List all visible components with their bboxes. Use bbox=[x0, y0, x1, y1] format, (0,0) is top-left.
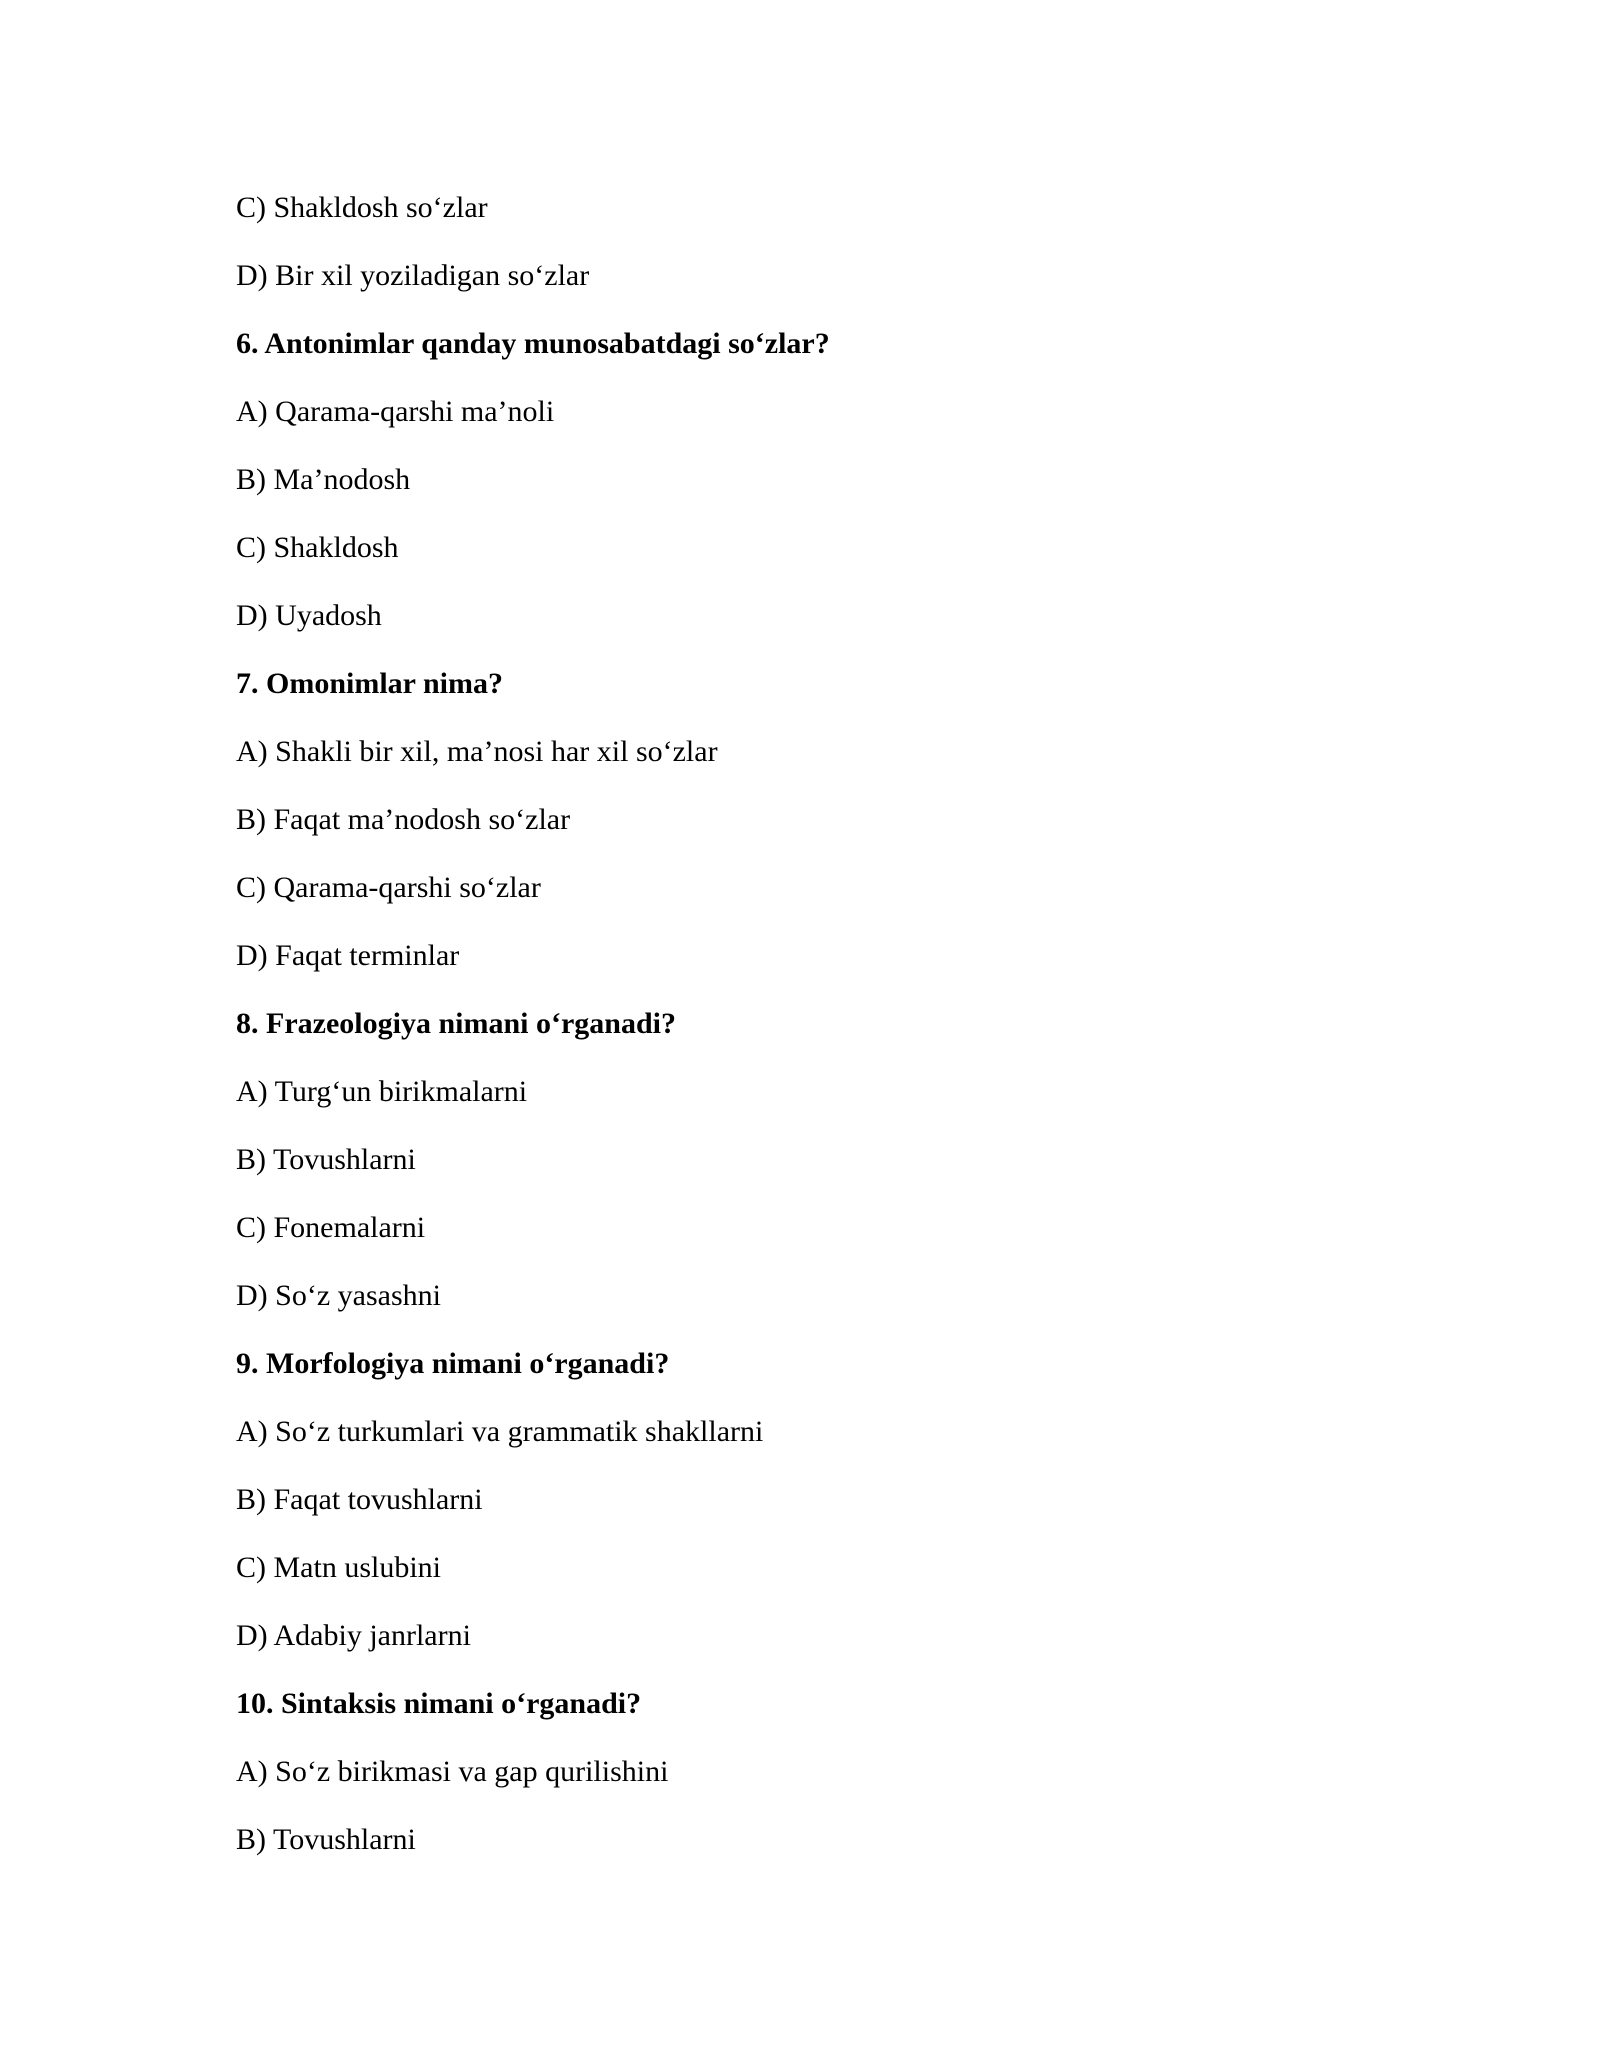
answer-option: C) Shakldosh so‘zlar bbox=[236, 191, 488, 224]
answer-option: C) Fonemalarni bbox=[236, 1211, 426, 1244]
quiz-content bbox=[236, 186, 1366, 1886]
answer-option: B) Tovushlarni bbox=[236, 1823, 416, 1856]
question-heading: 8. Frazeologiya nimani o‘rganadi? bbox=[236, 1007, 676, 1040]
answer-option: B) Tovushlarni bbox=[236, 1143, 416, 1176]
question-heading: 6. Antonimlar qanday munosabatdagi so‘zlar? bbox=[236, 327, 830, 360]
answer-option: C) Matn uslubini bbox=[236, 1551, 442, 1584]
answer-option: A) Turg‘un birikmalarni bbox=[236, 1075, 528, 1108]
answer-option: A) So‘z birikmasi va gap qurilishini bbox=[236, 1755, 669, 1788]
answer-option: A) Shakli bir xil, ma’nosi har xil so‘zlar bbox=[236, 735, 718, 768]
answer-option: D) Uyadosh bbox=[236, 599, 382, 632]
question-heading: 9. Morfologiya nimani o‘rganadi? bbox=[236, 1347, 670, 1380]
answer-option: D) Adabiy janrlarni bbox=[236, 1619, 471, 1652]
answer-option: B) Ma’nodosh bbox=[236, 463, 411, 496]
answer-option: B) Faqat ma’nodosh so‘zlar bbox=[236, 803, 571, 836]
answer-option: D) So‘z yasashni bbox=[236, 1279, 441, 1312]
answer-option: A) So‘z turkumlari va grammatik shakllarni bbox=[236, 1415, 764, 1448]
question-heading: 10. Sintaksis nimani o‘rganadi? bbox=[236, 1687, 642, 1720]
answer-option: C) Qarama-qarshi so‘zlar bbox=[236, 871, 541, 904]
answer-option: B) Faqat tovushlarni bbox=[236, 1483, 483, 1516]
answer-option: C) Shakldosh bbox=[236, 531, 399, 564]
answer-option: D) Faqat terminlar bbox=[236, 939, 460, 972]
question-heading: 7. Omonimlar nima? bbox=[236, 667, 503, 700]
answer-option: D) Bir xil yoziladigan so‘zlar bbox=[236, 259, 590, 292]
answer-option: A) Qarama-qarshi ma’noli bbox=[236, 395, 555, 428]
